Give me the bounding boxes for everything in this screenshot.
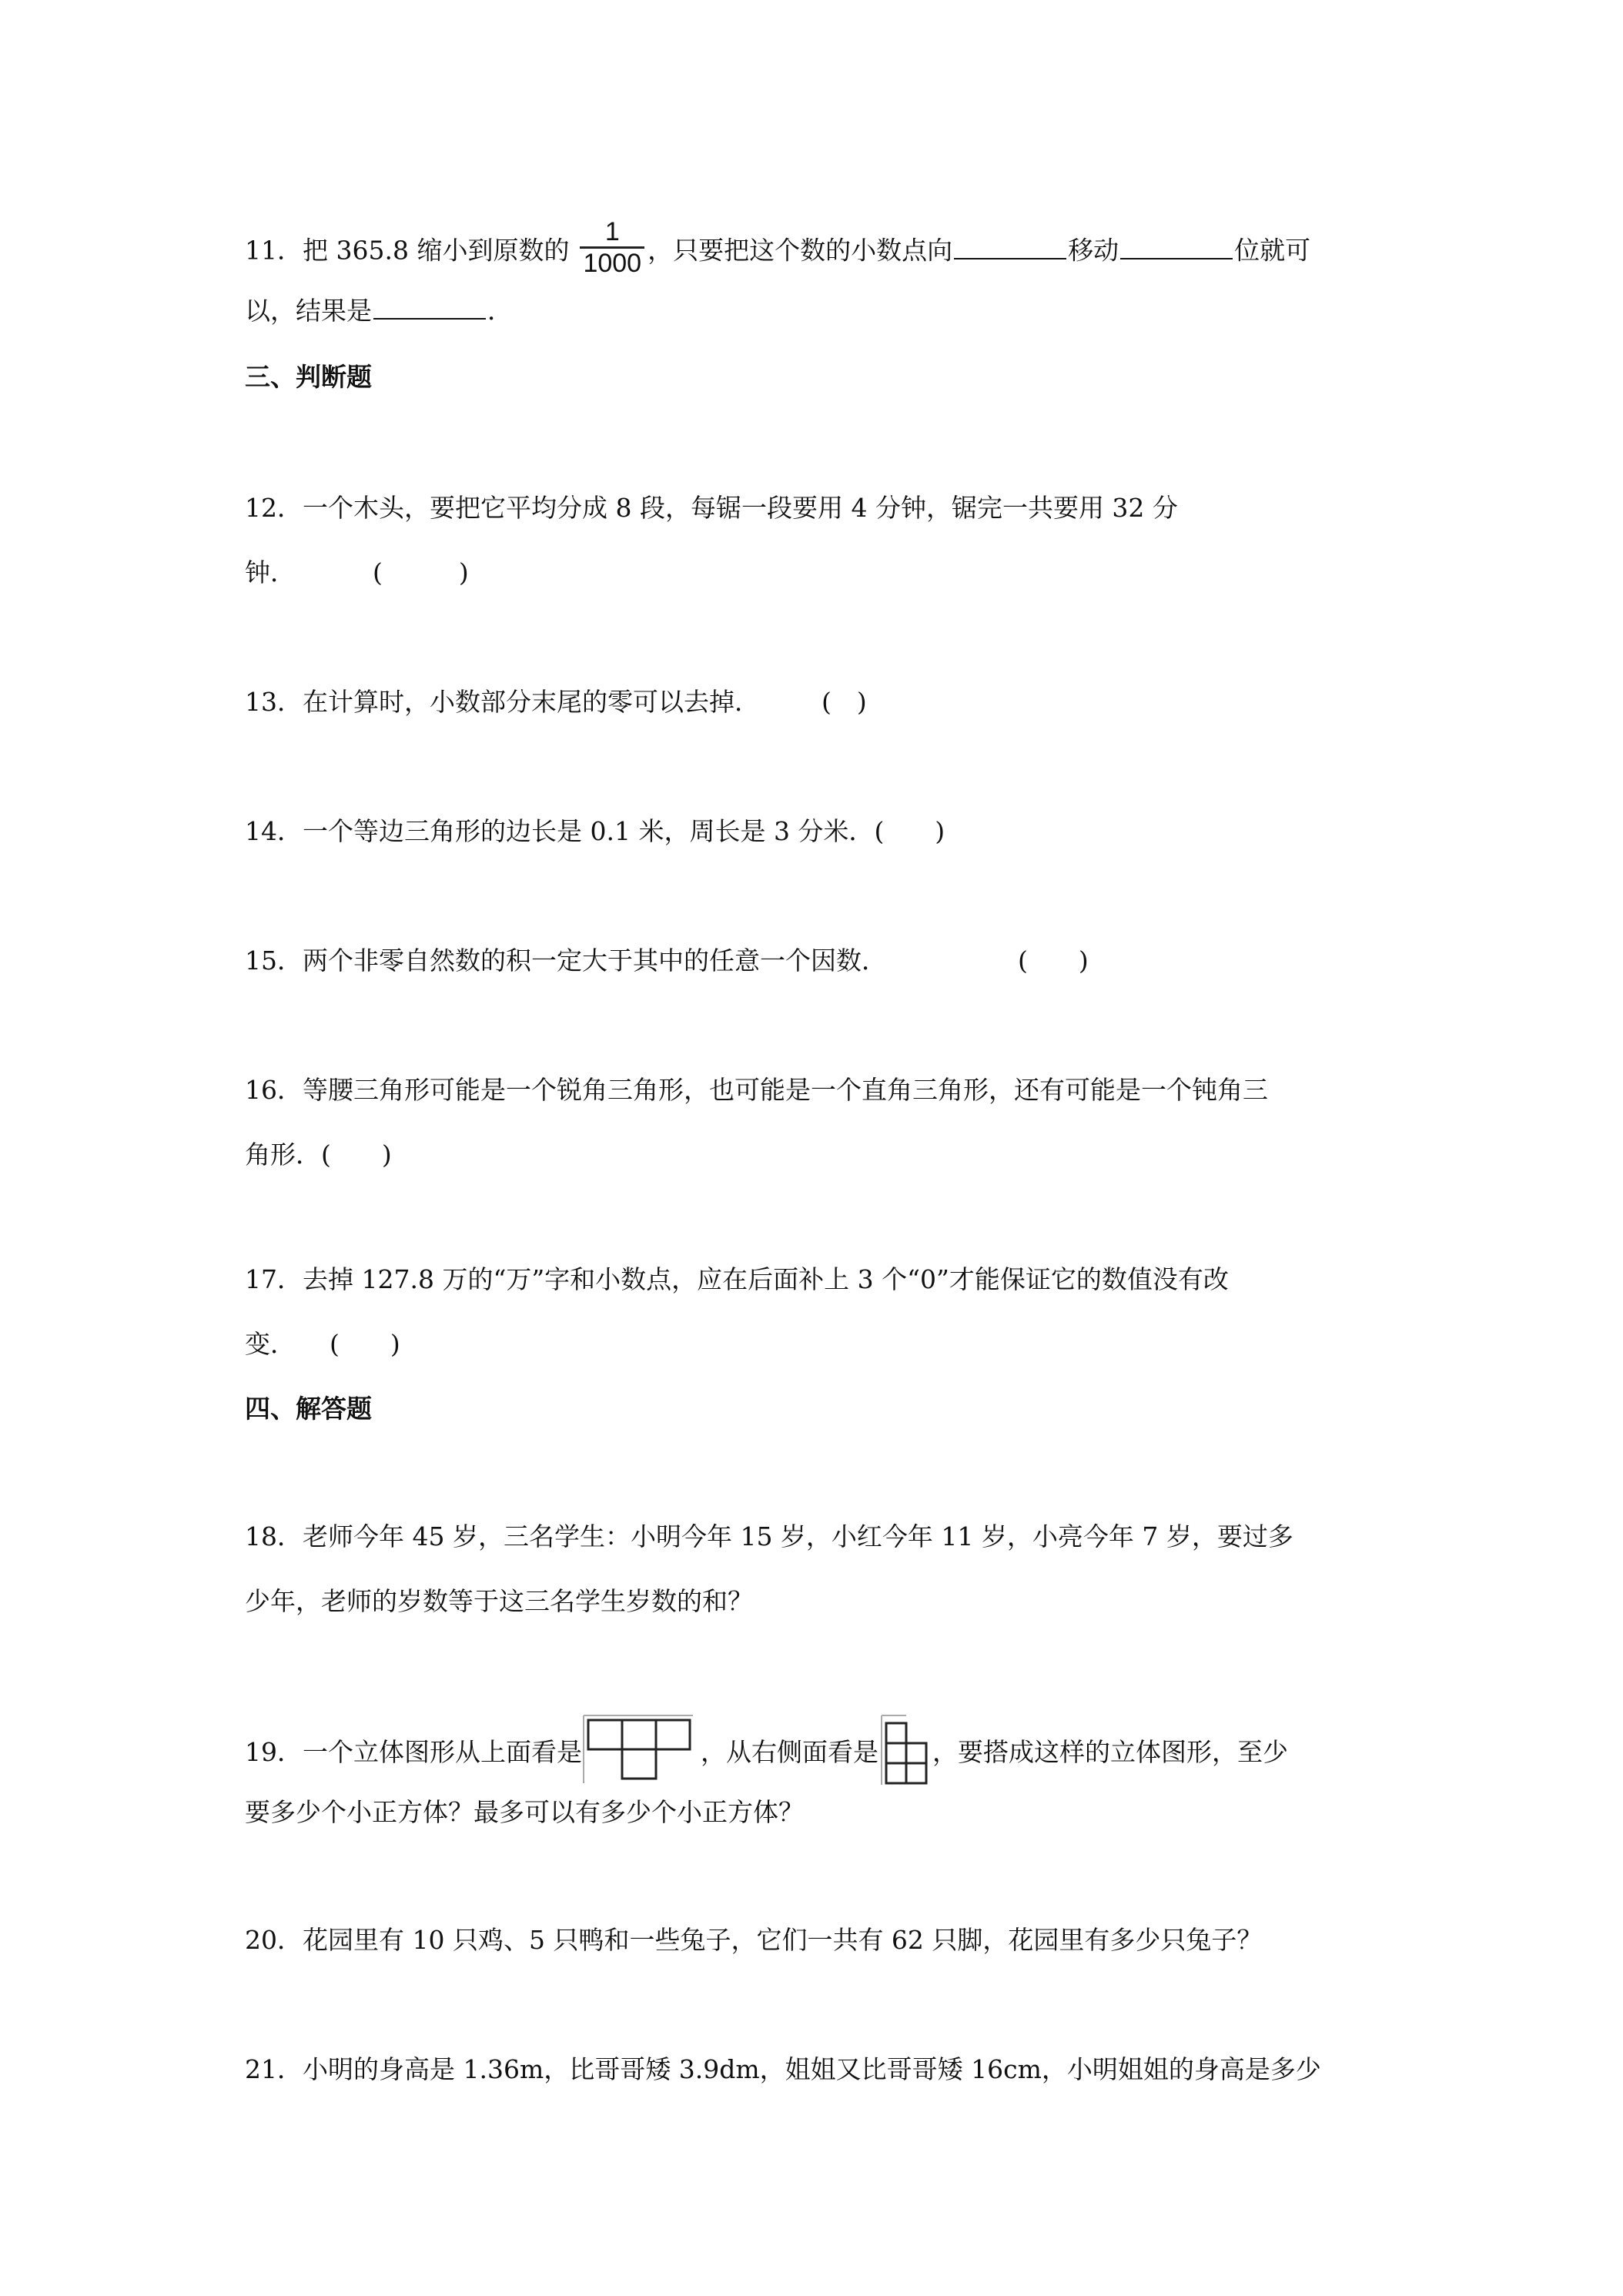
question-12-line-2 xyxy=(245,556,469,590)
question-16-line-1: 16．等腰三角形可能是一个锐角三角形，也可能是一个直角三角形，还有可能是一个钝角三 xyxy=(245,1075,1268,1105)
right-side-view-figure xyxy=(878,1712,932,1786)
question-17-line-2 xyxy=(245,1327,400,1361)
q19-text-a: 19．一个立体图形从上面看是 xyxy=(245,1737,582,1767)
section-heading-solution: 四、解答题 xyxy=(245,1394,372,1424)
question-15 xyxy=(245,944,1089,978)
q19-text-b: ，从右侧面看是 xyxy=(701,1737,878,1767)
q13-text: 13．在计算时，小数部分末尾的零可以去掉． xyxy=(245,687,760,717)
q17-text: 变． xyxy=(245,1329,296,1359)
q11-text-a: 11．把 365.8 缩小到原数的 xyxy=(245,235,570,266)
top-view-figure xyxy=(582,1712,694,1786)
question-12-line-1: 12．一个木头，要把它平均分成 8 段，每锯一段要用 4 分钟，锯完一共要用 32 分 xyxy=(245,493,1178,523)
question-14 xyxy=(245,815,945,848)
question-17-line-1: 17．去掉 127.8 万的“万”字和小数点，应在后面补上 3 个“0”才能保证它的数值没有改 xyxy=(245,1264,1229,1294)
answer-paren-q14[interactable]: ( ) xyxy=(874,816,945,846)
question-13 xyxy=(245,685,867,719)
question-18-line-2: 少年，老师的岁数等于这三名学生岁数的和？ xyxy=(245,1586,753,1616)
answer-paren-q16[interactable]: ( ) xyxy=(321,1140,392,1170)
q11-text-b: ，只要把这个数的小数点向 xyxy=(648,235,953,266)
q11-text-d: 位就可 xyxy=(1234,235,1311,266)
q11-text-e: 以，结果是 xyxy=(245,296,372,326)
answer-blank-places[interactable] xyxy=(1120,235,1233,259)
q15-text: 15．两个非零自然数的积一定大于其中的任意一个因数． xyxy=(245,946,887,976)
fraction-denominator: 1000 xyxy=(583,249,642,278)
q12-text: 钟． xyxy=(245,557,296,587)
q11-text-f: ． xyxy=(487,296,513,326)
q16-text: 角形． xyxy=(245,1140,321,1170)
question-21: 21．小明的身高是 1.36m，比哥哥矮 3.9dm，姐姐又比哥哥矮 16cm，小明姐姐的身高是多少 xyxy=(245,2054,1321,2084)
answer-blank-direction[interactable] xyxy=(954,235,1066,259)
question-19-line-1 xyxy=(245,1717,1288,1791)
section-heading-judgement: 三、判断题 xyxy=(245,362,372,392)
answer-paren-q12[interactable]: ( ) xyxy=(373,557,469,587)
fraction-one-thousandth xyxy=(580,217,644,278)
q19-text-c: ，要搭成这样的立体图形，至少 xyxy=(932,1737,1288,1767)
answer-paren-q17[interactable]: ( ) xyxy=(330,1329,400,1359)
answer-paren-q13[interactable]: ( ) xyxy=(822,687,867,717)
answer-blank-result[interactable] xyxy=(373,295,486,320)
answer-paren-q15[interactable]: ( ) xyxy=(1018,946,1089,976)
fraction-numerator: 1 xyxy=(604,217,620,246)
question-11-line-1 xyxy=(245,217,1311,283)
question-16-line-2 xyxy=(245,1138,392,1172)
question-11-line-2 xyxy=(245,294,513,328)
q11-text-c: 移动 xyxy=(1068,235,1119,266)
question-20: 20．花园里有 10 只鸡、5 只鸭和一些兔子，它们一共有 62 只脚，花园里有多少只兔子？ xyxy=(245,1925,1263,1955)
question-18-line-1: 18．老师今年 45 岁，三名学生：小明今年 15 岁，小红今年 11 岁，小亮今年 7 岁，要过多 xyxy=(245,1521,1293,1551)
question-19-line-2: 要多少个小正方体？最多可以有多少个小正方体？ xyxy=(245,1797,804,1827)
q14-text: 14．一个等边三角形的边长是 0.1 米，周长是 3 分米． xyxy=(245,816,875,846)
